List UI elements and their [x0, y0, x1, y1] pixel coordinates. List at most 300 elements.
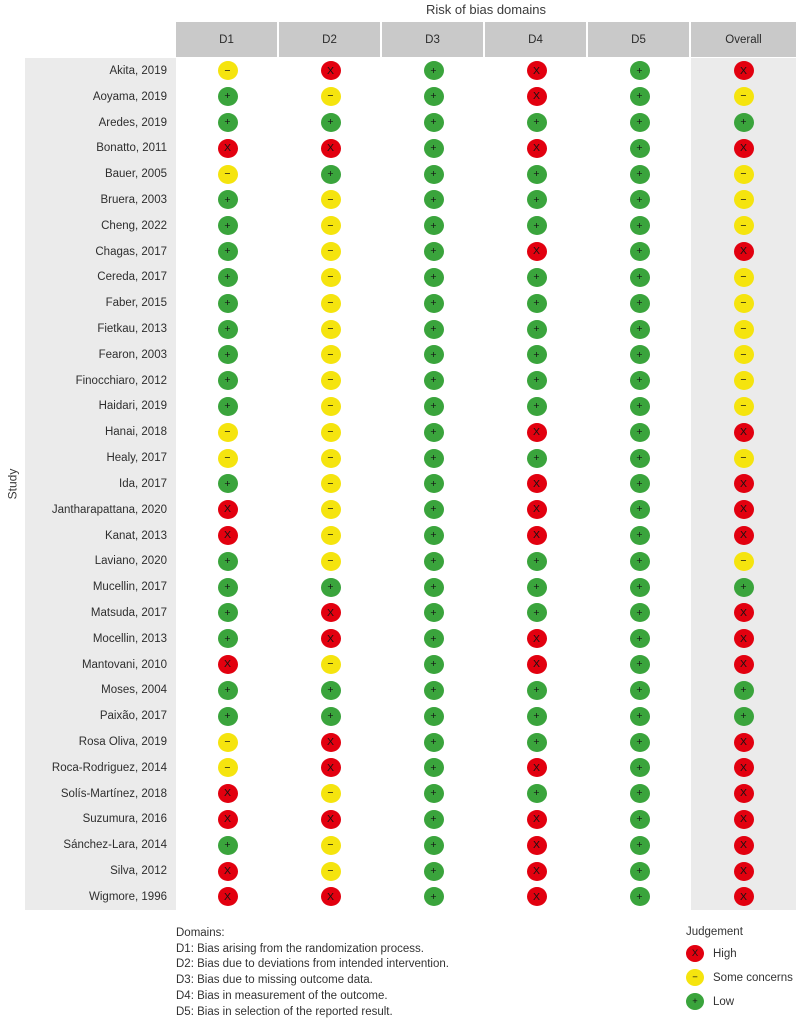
judgement-cell-d1 — [176, 239, 279, 265]
judgement-circle-low: + — [218, 397, 238, 416]
judgement-cell-overall — [691, 781, 796, 807]
judgement-cell-d5 — [588, 419, 691, 445]
judgement-circle-low: + — [218, 371, 238, 390]
judgement-cell-d1 — [176, 471, 279, 497]
figure-title: Risk of bias domains — [426, 2, 546, 17]
judgement-circle-some: − — [734, 190, 754, 209]
judgement-cell-d2 — [279, 368, 382, 394]
judgement-cell-d1 — [176, 703, 279, 729]
row-left-spacer — [0, 213, 25, 239]
study-label: Finocchiaro, 2012 — [25, 368, 176, 394]
judgement-cell-d5 — [588, 729, 691, 755]
judgement-cell-d5 — [588, 703, 691, 729]
judgement-circle-low: + — [424, 371, 444, 390]
row-left-spacer — [0, 884, 25, 910]
table-row — [0, 471, 796, 497]
judgement-circle-low: + — [630, 190, 650, 209]
judgement-circle-low: + — [218, 320, 238, 339]
row-left-spacer — [0, 523, 25, 549]
row-left-spacer — [0, 678, 25, 704]
judgement-circle-low: + — [630, 345, 650, 364]
table-row — [0, 290, 796, 316]
legend-label: High — [713, 947, 737, 960]
judgement-cell-d2 — [279, 265, 382, 291]
column-header: D3 — [382, 22, 485, 57]
judgement-circle-some: − — [321, 345, 341, 364]
judgement-cell-d3 — [382, 110, 485, 136]
judgement-cell-d5 — [588, 652, 691, 678]
judgement-circle-high: X — [321, 758, 341, 777]
domains-footnote — [176, 926, 449, 1019]
judgement-cell-d3 — [382, 703, 485, 729]
judgement-circle-low: + — [630, 268, 650, 287]
judgement-cell-d4 — [485, 239, 588, 265]
study-label: Faber, 2015 — [25, 290, 176, 316]
judgement-cell-d2 — [279, 471, 382, 497]
judgement-circle-low: + — [424, 862, 444, 881]
judgement-circle-high: X — [527, 810, 547, 829]
judgement-circle-high: X — [686, 945, 704, 962]
judgement-cell-overall — [691, 239, 796, 265]
judgement-cell-overall — [691, 58, 796, 84]
judgement-circle-high: X — [218, 784, 238, 803]
judgement-cell-d4 — [485, 574, 588, 600]
judgement-cell-overall — [691, 110, 796, 136]
judgement-circle-some: − — [734, 165, 754, 184]
row-left-spacer — [0, 110, 25, 136]
judgement-cell-d1 — [176, 213, 279, 239]
judgement-circle-low: + — [424, 268, 444, 287]
judgement-circle-low: + — [424, 165, 444, 184]
judgement-cell-d3 — [382, 626, 485, 652]
judgement-cell-d1 — [176, 161, 279, 187]
judgement-circle-high: X — [527, 139, 547, 158]
table-row — [0, 419, 796, 445]
judgement-circle-high: X — [734, 655, 754, 674]
judgement-cell-d1 — [176, 678, 279, 704]
judgement-cell-d3 — [382, 548, 485, 574]
judgement-cell-d4 — [485, 523, 588, 549]
judgement-circle-low: + — [630, 681, 650, 700]
judgement-cell-d4 — [485, 419, 588, 445]
judgement-circle-low: + — [527, 320, 547, 339]
judgement-cell-d1 — [176, 781, 279, 807]
legend-title: Judgement — [686, 926, 743, 938]
table-row — [0, 678, 796, 704]
judgement-cell-d2 — [279, 290, 382, 316]
row-left-spacer — [0, 781, 25, 807]
judgement-cell-d3 — [382, 419, 485, 445]
judgement-cell-d3 — [382, 523, 485, 549]
judgement-circle-some: − — [218, 733, 238, 752]
judgement-circle-low: + — [218, 836, 238, 855]
table-row — [0, 832, 796, 858]
judgement-cell-d4 — [485, 84, 588, 110]
judgement-cell-d3 — [382, 781, 485, 807]
judgement-cell-d1 — [176, 884, 279, 910]
judgement-cell-d2 — [279, 807, 382, 833]
judgement-cell-d2 — [279, 213, 382, 239]
judgement-circle-low: + — [424, 87, 444, 106]
judgement-cell-d1 — [176, 600, 279, 626]
judgement-cell-d4 — [485, 161, 588, 187]
judgement-cell-d4 — [485, 755, 588, 781]
judgement-circle-high: X — [734, 784, 754, 803]
judgement-cell-d5 — [588, 600, 691, 626]
judgement-circle-low: + — [218, 681, 238, 700]
judgement-circle-low: + — [424, 216, 444, 235]
judgement-circle-low: + — [630, 758, 650, 777]
judgement-circle-low: + — [527, 681, 547, 700]
judgement-circle-low: + — [527, 113, 547, 132]
judgement-cell-d2 — [279, 497, 382, 523]
judgement-circle-low: + — [424, 784, 444, 803]
table-row — [0, 807, 796, 833]
judgement-cell-overall — [691, 678, 796, 704]
judgement-circle-low: + — [630, 449, 650, 468]
judgement-circle-high: X — [734, 758, 754, 777]
judgement-cell-overall — [691, 703, 796, 729]
study-label: Cereda, 2017 — [25, 265, 176, 291]
column-header: D5 — [588, 22, 691, 57]
judgement-circle-some: − — [734, 87, 754, 106]
judgement-cell-d3 — [382, 213, 485, 239]
judgement-cell-d3 — [382, 832, 485, 858]
legend-item-low — [686, 993, 793, 1010]
judgement-circle-low: + — [424, 758, 444, 777]
judgement-cell-d3 — [382, 187, 485, 213]
row-left-spacer — [0, 858, 25, 884]
judgement-cell-d2 — [279, 342, 382, 368]
judgement-circle-low: + — [630, 371, 650, 390]
judgement-circle-low: + — [424, 294, 444, 313]
judgement-cell-d3 — [382, 239, 485, 265]
judgement-circle-some: − — [321, 655, 341, 674]
judgement-circle-some: − — [734, 345, 754, 364]
judgement-cell-overall — [691, 161, 796, 187]
judgement-cell-overall — [691, 135, 796, 161]
study-label: Aoyama, 2019 — [25, 84, 176, 110]
judgement-circle-high: X — [734, 139, 754, 158]
judgement-cell-d4 — [485, 729, 588, 755]
judgement-cell-d5 — [588, 807, 691, 833]
judgement-cell-d2 — [279, 781, 382, 807]
judgement-circle-high: X — [734, 61, 754, 80]
judgement-cell-d5 — [588, 316, 691, 342]
table-row — [0, 84, 796, 110]
domain-description: D3: Bias due to missing outcome data. — [176, 974, 373, 987]
judgement-cell-d5 — [588, 832, 691, 858]
study-label: Solís-Martínez, 2018 — [25, 781, 176, 807]
judgement-circle-high: X — [218, 526, 238, 545]
judgement-circle-high: X — [321, 810, 341, 829]
judgement-circle-low: + — [424, 655, 444, 674]
judgement-circle-low: + — [424, 345, 444, 364]
judgement-cell-d5 — [588, 523, 691, 549]
study-label: Rosa Oliva, 2019 — [25, 729, 176, 755]
study-label: Cheng, 2022 — [25, 213, 176, 239]
judgement-cell-overall — [691, 187, 796, 213]
judgement-circle-some: − — [321, 449, 341, 468]
domains-heading: Domains: — [176, 927, 225, 939]
judgement-circle-high: X — [527, 526, 547, 545]
judgement-cell-d2 — [279, 652, 382, 678]
judgement-circle-low: + — [424, 449, 444, 468]
judgement-circle-some: − — [321, 294, 341, 313]
judgement-legend — [686, 926, 793, 1010]
judgement-circle-low: + — [630, 500, 650, 519]
judgement-circle-low: + — [321, 578, 341, 597]
judgement-circle-some: − — [734, 294, 754, 313]
table-row — [0, 858, 796, 884]
judgement-circle-high: X — [527, 242, 547, 261]
study-label: Aredes, 2019 — [25, 110, 176, 136]
judgement-cell-d5 — [588, 161, 691, 187]
table-row — [0, 342, 796, 368]
judgement-circle-some: − — [321, 268, 341, 287]
row-left-spacer — [0, 497, 25, 523]
judgement-circle-low: + — [424, 423, 444, 442]
judgement-circle-some: − — [321, 242, 341, 261]
judgement-cell-d4 — [485, 781, 588, 807]
row-left-spacer — [0, 135, 25, 161]
judgement-circle-low: + — [630, 887, 650, 906]
judgement-cell-d5 — [588, 548, 691, 574]
column-header: D4 — [485, 22, 588, 57]
table-row — [0, 368, 796, 394]
judgement-cell-d5 — [588, 755, 691, 781]
judgement-cell-d3 — [382, 135, 485, 161]
study-label: Bonatto, 2011 — [25, 135, 176, 161]
judgement-cell-overall — [691, 807, 796, 833]
judgement-circle-some: − — [734, 371, 754, 390]
judgement-cell-overall — [691, 626, 796, 652]
judgement-circle-some: − — [734, 216, 754, 235]
judgement-cell-overall — [691, 729, 796, 755]
row-left-spacer — [0, 342, 25, 368]
row-left-spacer — [0, 832, 25, 858]
judgement-circle-low: + — [630, 242, 650, 261]
judgement-circle-some: − — [734, 320, 754, 339]
row-left-spacer — [0, 548, 25, 574]
judgement-circle-low: + — [630, 294, 650, 313]
judgement-circle-low: + — [424, 681, 444, 700]
judgement-cell-d2 — [279, 755, 382, 781]
judgement-cell-d1 — [176, 58, 279, 84]
judgement-circle-high: X — [527, 61, 547, 80]
judgement-cell-d4 — [485, 110, 588, 136]
judgement-circle-low: + — [424, 320, 444, 339]
y-axis-label: Study — [5, 468, 20, 500]
table-row — [0, 548, 796, 574]
judgement-cell-d4 — [485, 832, 588, 858]
table-row — [0, 755, 796, 781]
judgement-circle-some: − — [321, 526, 341, 545]
table-row — [0, 394, 796, 420]
judgement-cell-d3 — [382, 755, 485, 781]
judgement-circle-low: + — [630, 526, 650, 545]
row-left-spacer — [0, 626, 25, 652]
judgement-circle-low: + — [686, 993, 704, 1010]
judgement-cell-d2 — [279, 445, 382, 471]
judgement-circle-low: + — [630, 61, 650, 80]
judgement-circle-high: X — [527, 629, 547, 648]
judgement-circle-low: + — [630, 655, 650, 674]
judgement-cell-d1 — [176, 187, 279, 213]
table-row — [0, 703, 796, 729]
judgement-circle-low: + — [218, 113, 238, 132]
judgement-cell-d5 — [588, 858, 691, 884]
judgement-cell-d3 — [382, 574, 485, 600]
judgement-circle-some: − — [321, 862, 341, 881]
judgement-cell-overall — [691, 290, 796, 316]
domain-description: D5: Bias in selection of the reported result. — [176, 1005, 393, 1018]
judgement-circle-low: + — [218, 87, 238, 106]
legend-items — [686, 945, 793, 1010]
judgement-circle-low: + — [424, 474, 444, 493]
judgement-cell-d2 — [279, 161, 382, 187]
judgement-cell-d3 — [382, 729, 485, 755]
judgement-cell-d4 — [485, 678, 588, 704]
judgement-cell-d2 — [279, 858, 382, 884]
study-label: Chagas, 2017 — [25, 239, 176, 265]
row-left-spacer — [0, 419, 25, 445]
judgement-circle-low: + — [424, 113, 444, 132]
judgement-cell-d2 — [279, 832, 382, 858]
table-row — [0, 523, 796, 549]
judgement-cell-overall — [691, 497, 796, 523]
judgement-cell-overall — [691, 652, 796, 678]
judgement-circle-some: − — [734, 268, 754, 287]
judgement-cell-d3 — [382, 652, 485, 678]
judgement-circle-high: X — [734, 810, 754, 829]
judgement-circle-high: X — [734, 836, 754, 855]
judgement-circle-low: + — [218, 294, 238, 313]
judgement-cell-d1 — [176, 290, 279, 316]
judgement-cell-d4 — [485, 213, 588, 239]
judgement-cell-overall — [691, 884, 796, 910]
judgement-circle-low: + — [630, 578, 650, 597]
judgement-cell-d3 — [382, 807, 485, 833]
judgement-cell-d4 — [485, 626, 588, 652]
study-label: Fietkau, 2013 — [25, 316, 176, 342]
judgement-circle-some: − — [321, 216, 341, 235]
judgement-cell-d2 — [279, 84, 382, 110]
judgement-cell-d5 — [588, 884, 691, 910]
judgement-cell-d4 — [485, 548, 588, 574]
domain-description: D1: Bias arising from the randomization process. — [176, 942, 424, 955]
judgement-circle-high: X — [218, 500, 238, 519]
judgement-cell-overall — [691, 755, 796, 781]
judgement-circle-low: + — [630, 87, 650, 106]
judgement-cell-overall — [691, 394, 796, 420]
judgement-cell-d1 — [176, 445, 279, 471]
judgement-circle-low: + — [218, 242, 238, 261]
row-left-spacer — [0, 755, 25, 781]
table-row — [0, 239, 796, 265]
judgement-circle-high: X — [527, 887, 547, 906]
row-left-spacer — [0, 445, 25, 471]
judgement-circle-high: X — [321, 603, 341, 622]
judgement-cell-d5 — [588, 574, 691, 600]
judgement-circle-low: + — [734, 681, 754, 700]
study-label: Akita, 2019 — [25, 58, 176, 84]
judgement-circle-low: + — [424, 707, 444, 726]
judgement-circle-low: + — [424, 61, 444, 80]
judgement-circle-low: + — [218, 707, 238, 726]
judgement-circle-some: − — [218, 449, 238, 468]
judgement-cell-d2 — [279, 394, 382, 420]
row-left-spacer — [0, 84, 25, 110]
judgement-cell-d1 — [176, 858, 279, 884]
judgement-circle-low: + — [218, 629, 238, 648]
judgement-circle-some: − — [321, 371, 341, 390]
judgement-cell-overall — [691, 213, 796, 239]
row-left-spacer — [0, 239, 25, 265]
judgement-cell-d4 — [485, 600, 588, 626]
row-left-spacer — [0, 316, 25, 342]
study-label: Bruera, 2003 — [25, 187, 176, 213]
judgement-cell-overall — [691, 316, 796, 342]
judgement-cell-d2 — [279, 600, 382, 626]
judgement-cell-d4 — [485, 135, 588, 161]
judgement-cell-d5 — [588, 110, 691, 136]
judgement-circle-low: + — [321, 681, 341, 700]
judgement-cell-overall — [691, 523, 796, 549]
judgement-cell-d2 — [279, 729, 382, 755]
table-row — [0, 58, 796, 84]
row-left-spacer — [0, 807, 25, 833]
judgement-circle-low: + — [734, 707, 754, 726]
judgement-cell-d2 — [279, 548, 382, 574]
judgement-cell-d1 — [176, 626, 279, 652]
judgement-circle-low: + — [218, 552, 238, 571]
table-row — [0, 135, 796, 161]
judgement-circle-high: X — [218, 810, 238, 829]
judgement-circle-high: X — [321, 139, 341, 158]
judgement-cell-d5 — [588, 239, 691, 265]
study-label: Mantovani, 2010 — [25, 652, 176, 678]
table-row — [0, 265, 796, 291]
judgement-cell-d5 — [588, 781, 691, 807]
judgement-circle-high: X — [321, 629, 341, 648]
judgement-circle-high: X — [527, 836, 547, 855]
judgement-cell-d2 — [279, 523, 382, 549]
study-label: Haidari, 2019 — [25, 394, 176, 420]
judgement-circle-some: − — [321, 500, 341, 519]
table-row — [0, 497, 796, 523]
study-label: Roca-Rodriguez, 2014 — [25, 755, 176, 781]
judgement-cell-d3 — [382, 678, 485, 704]
judgement-cell-d4 — [485, 858, 588, 884]
judgement-circle-some: − — [686, 969, 704, 986]
judgement-cell-d2 — [279, 626, 382, 652]
judgement-cell-overall — [691, 265, 796, 291]
judgement-circle-high: X — [734, 862, 754, 881]
judgement-cell-d5 — [588, 135, 691, 161]
judgement-circle-some: − — [321, 784, 341, 803]
judgement-cell-d5 — [588, 58, 691, 84]
judgement-circle-low: + — [734, 578, 754, 597]
legend-label: Low — [713, 995, 735, 1008]
judgement-circle-low: + — [527, 165, 547, 184]
judgement-circle-low: + — [630, 707, 650, 726]
judgement-circle-low: + — [218, 578, 238, 597]
judgement-cell-d1 — [176, 548, 279, 574]
judgement-cell-d2 — [279, 239, 382, 265]
judgement-circle-high: X — [734, 887, 754, 906]
judgement-circle-low: + — [527, 733, 547, 752]
